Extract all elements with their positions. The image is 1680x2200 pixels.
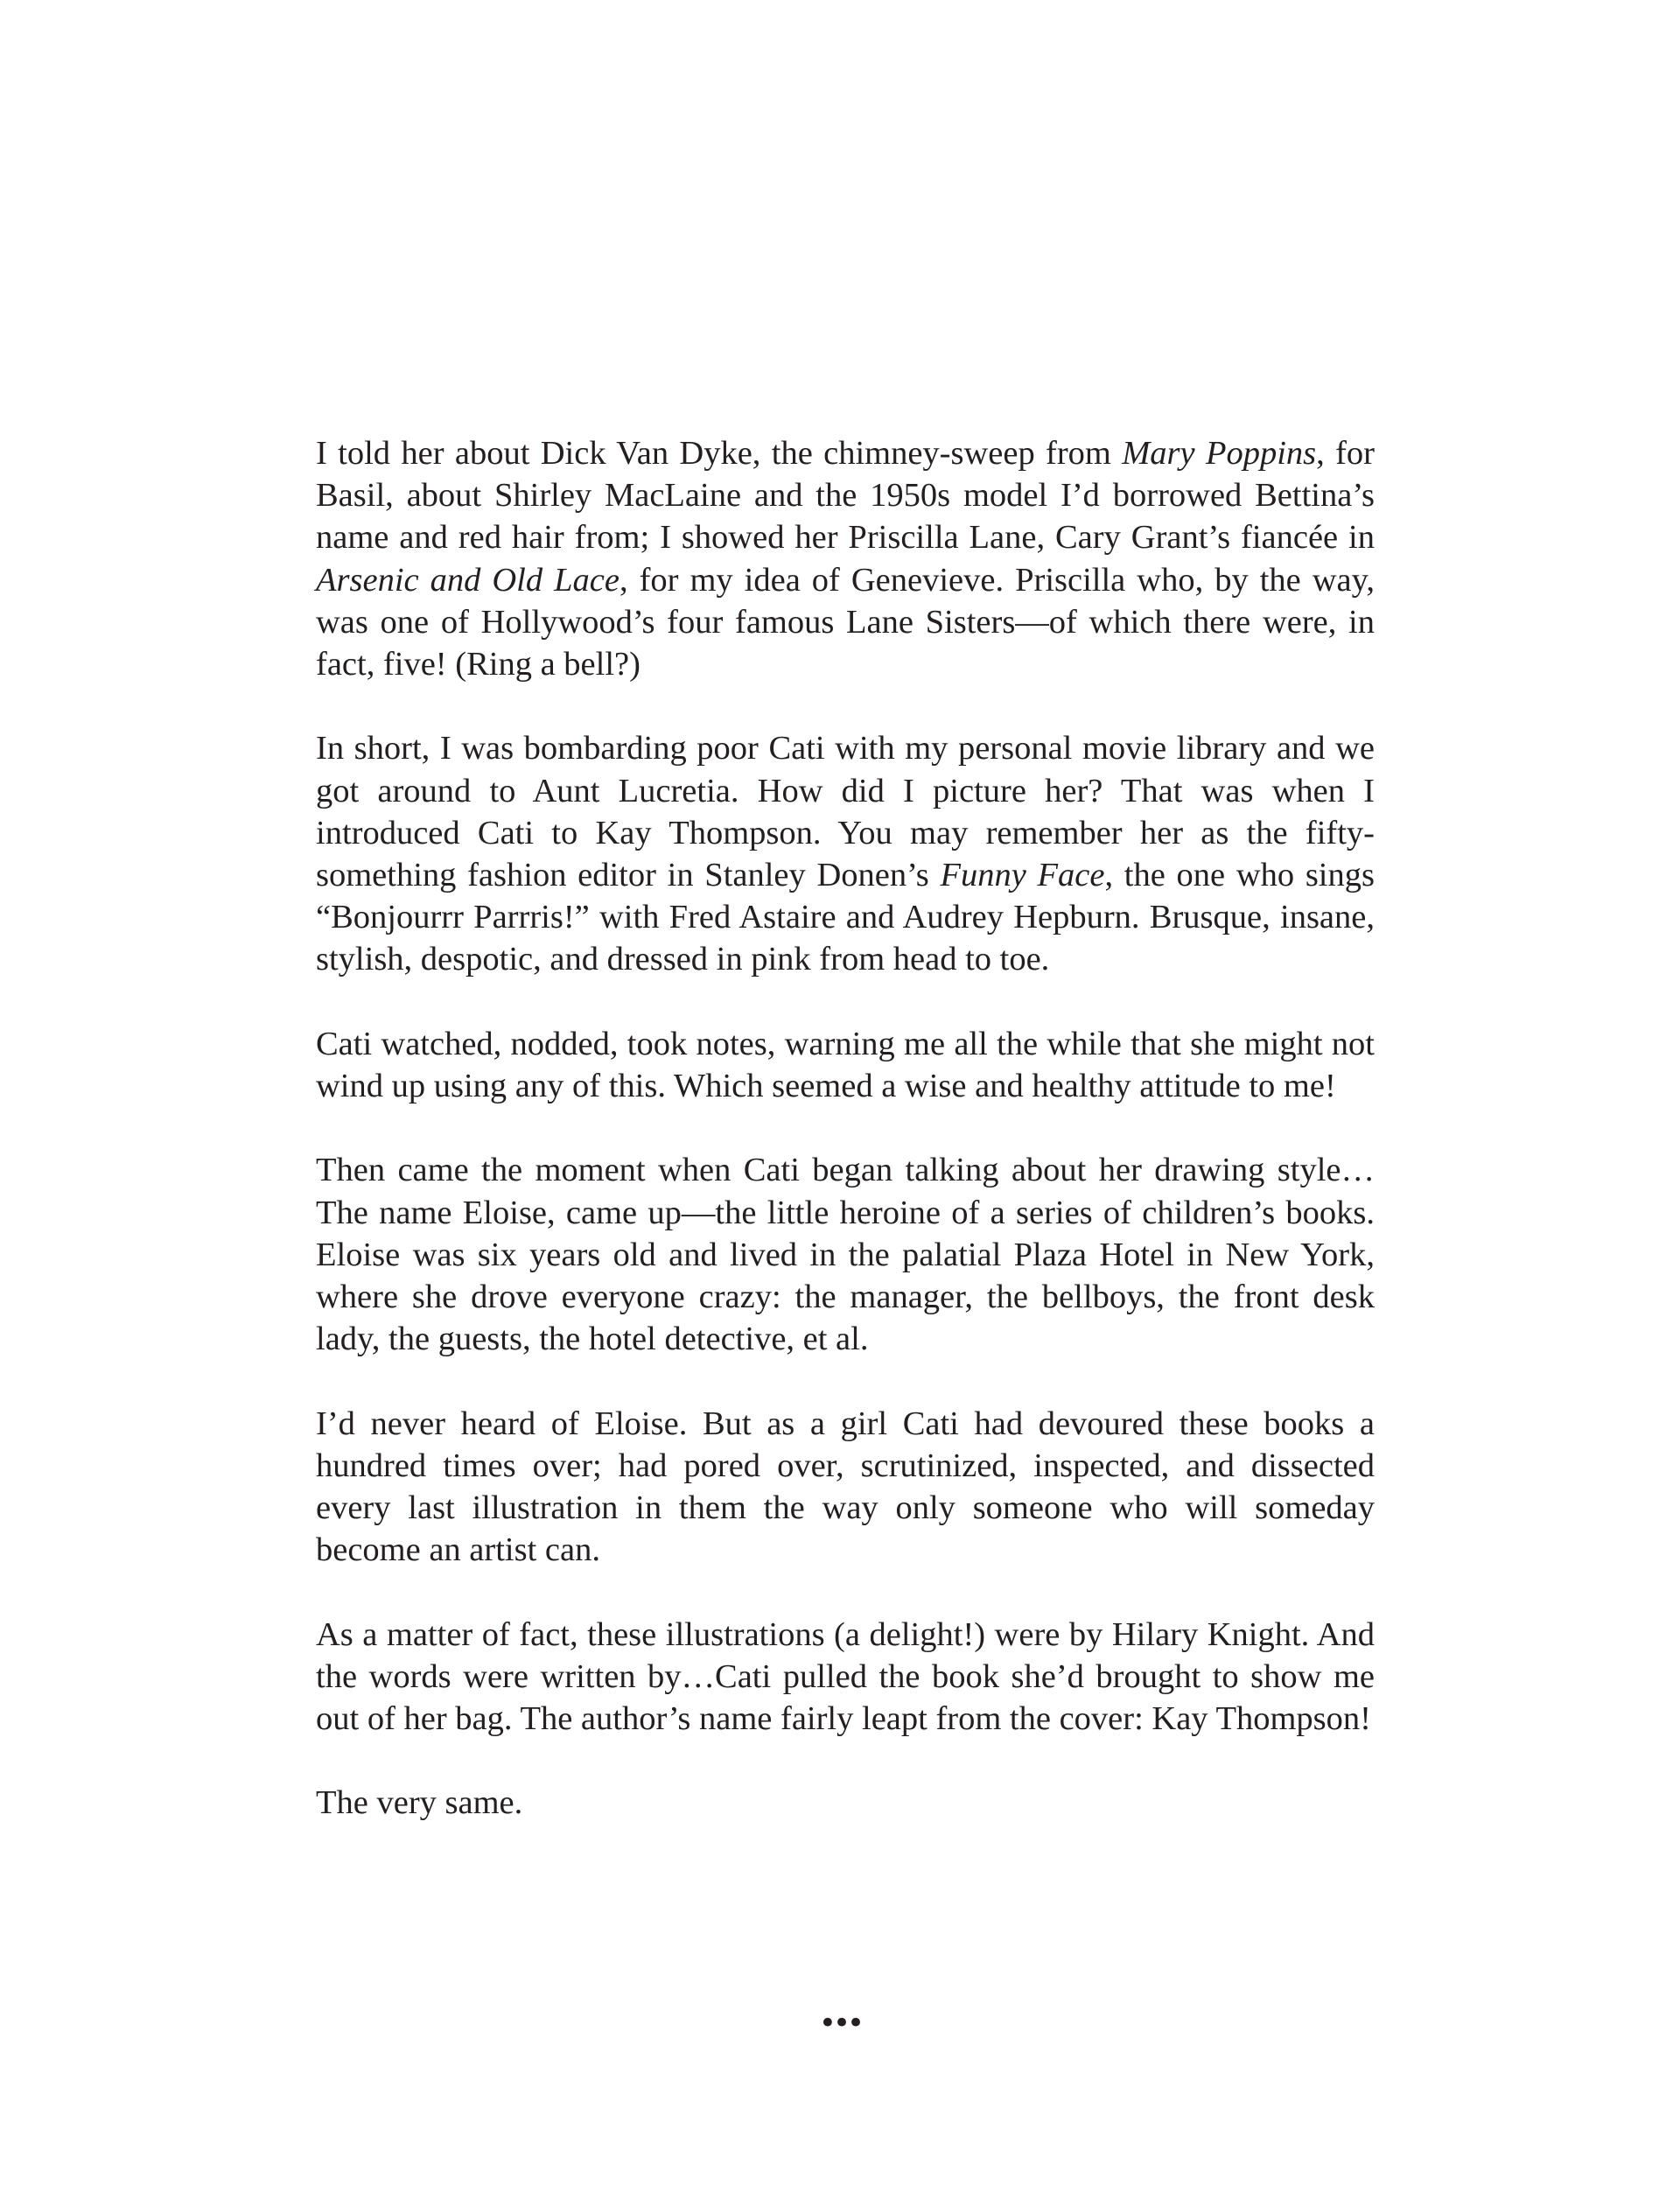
paragraph-1-text: I told her about Dick Van Dyke, the chimney-sweep from [316,435,1123,472]
paragraph-5: I’d never heard of Eloise. But as a girl Cati had devoured these books a hundred times over; had pored over, scrutinized, inspected, and dissected every last illustration in them the way only someone who will someday become an artist can. [316,1405,1375,1569]
paragraph-2-text: In short, I was bombarding poor Cati with my personal movie library and we got around to Aunt Lucretia. How did I picture her? That was when I introduced Cati to Kay Thompson. You may remember her as the fifty-something fashion editor in Stanley Donen’s [316,730,1375,894]
paragraph-2-text: , the one who sings “Bonjourrr Parrris!” with Fred Astaire and Audrey Hepburn. Brusque, insane, stylish, despotic, and dressed in pink from head to toe. [316,857,1375,978]
paragraph-3: Cati watched, nodded, took notes, warning me all the while that she might not wind up using any of this. Which seemed a wise and healthy attitude to me! [316,1025,1375,1105]
paragraph-1-text: , for Basil, about Shirley MacLaine and the 1950s model I’d borrowed Bettina’s name and red hair from; I showed her Priscilla Lane, Cary Grant’s fiancée in [316,435,1375,557]
paragraph-6: As a matter of fact, these illustrations (a delight!) were by Hilary Knight. And the words were written by…Cati pulled the book she’d brought to show me out of her bag. The author’s name fairly leapt from the cover: Kay Thompson! [316,1615,1375,1738]
film-title-mary-poppins: Mary Poppins [1122,435,1317,472]
paragraph-1-text: , for my idea of Genevieve. Priscilla who, by the way, was one of Hollywood’s four famous Lane Sisters—of which there were, in fact, five! (Ring a bell?) [316,561,1375,683]
body-text [316,432,1375,1867]
section-separator: ••• [818,2006,862,2041]
film-title-arsenic-and-old-lace: Arsenic and Old Lace [316,561,620,599]
film-title-funny-face: Funny Face [940,857,1105,894]
paragraph-2 [316,727,1375,980]
paragraph-7: The very same. [316,1784,523,1822]
paragraph-1 [316,432,1375,685]
paragraph-4: Then came the moment when Cati began talking about her drawing style… The name Eloise, came up—the little heroine of a series of children’s books. Eloise was six years old and lived in the palatial Plaza Hotel in New York, where she drove everyone crazy: the manager, the bellboys, the front desk lady, the guests, the hotel detective, et al. [316,1152,1375,1358]
